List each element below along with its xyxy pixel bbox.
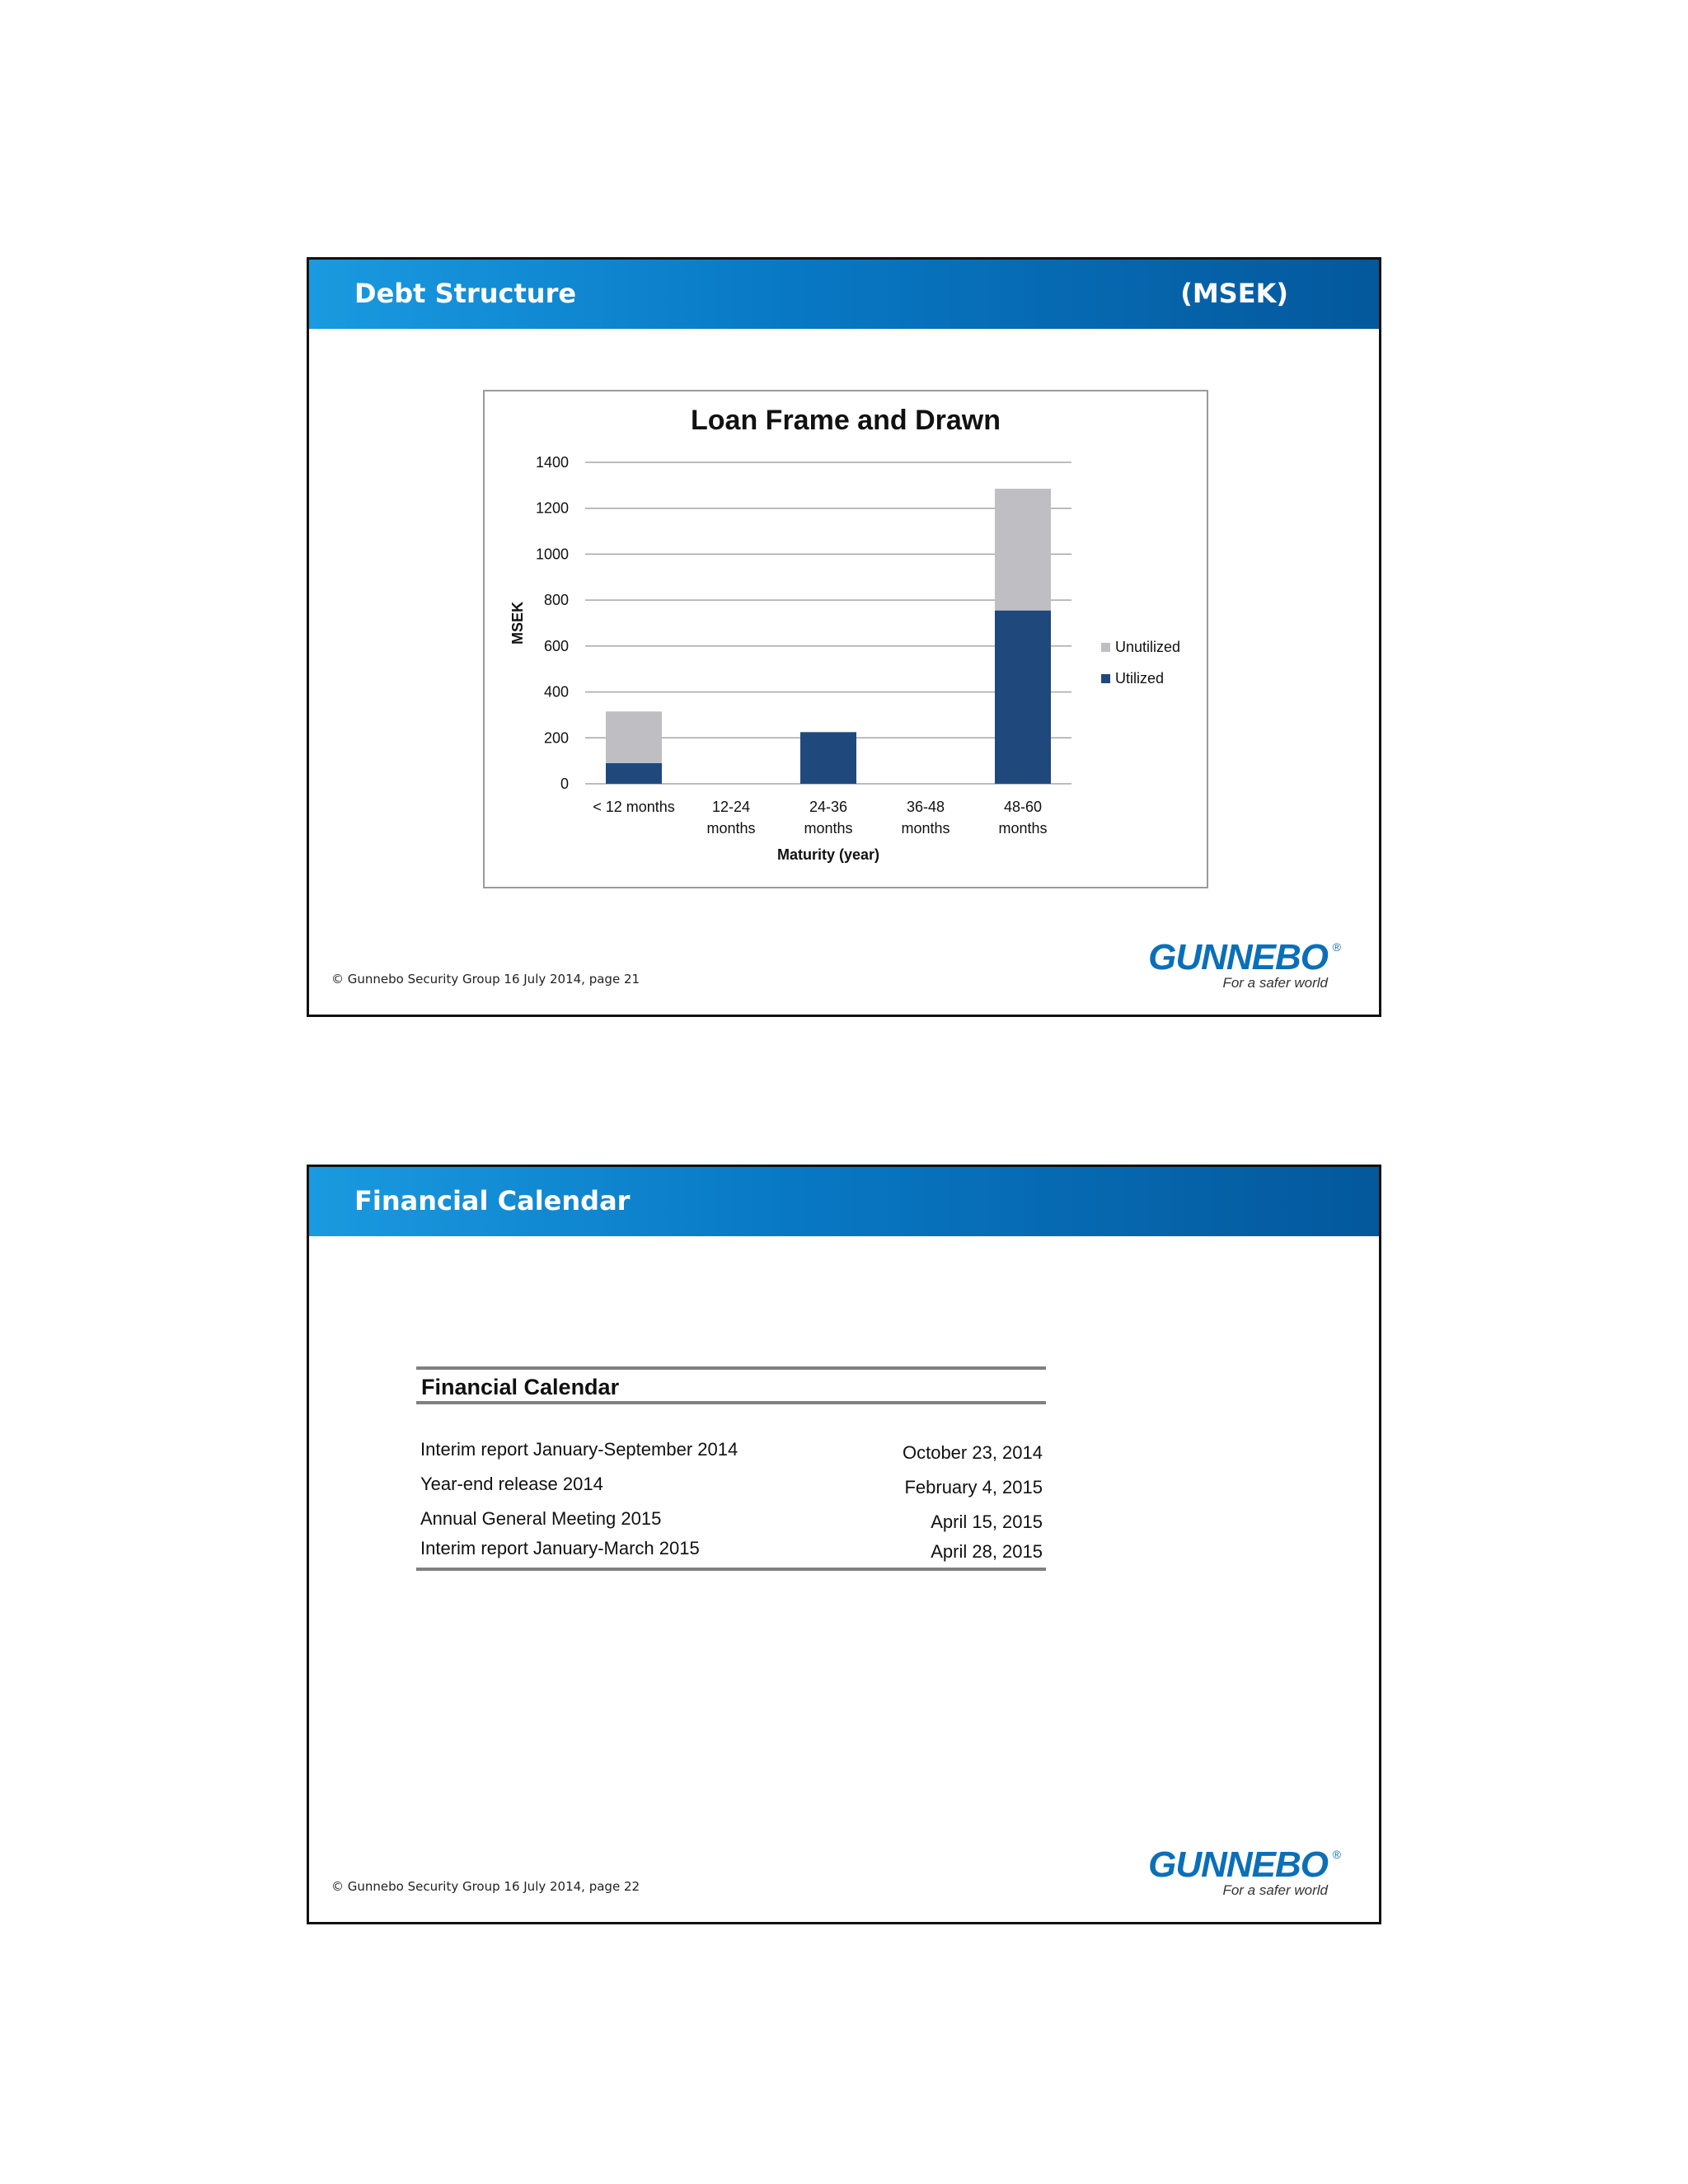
legend-label: Utilized (1115, 670, 1165, 687)
bar-unutilized (995, 489, 1051, 611)
bar-utilized (800, 732, 856, 784)
x-tick-label: 24-36 (809, 799, 848, 815)
logo-tagline: For a safer world (1222, 975, 1328, 991)
table-row (416, 1439, 1046, 1472)
event-name: Interim report January-March 2015 (420, 1538, 700, 1558)
y-tick-label: 600 (543, 637, 569, 654)
table-row (416, 1474, 1046, 1507)
legend-swatch (1101, 674, 1110, 683)
slide-footer: © Gunnebo Security Group 16 July 2014, page 21 (331, 972, 640, 987)
logo-registered-mark: ® (1332, 940, 1341, 954)
logo-tagline: For a safer world (1222, 1882, 1328, 1898)
legend-label: Unutilized (1115, 639, 1181, 655)
x-tick-label: < 12 months (593, 799, 675, 815)
chart-frame (483, 390, 1208, 888)
y-tick-label: 400 (543, 683, 569, 701)
bar-utilized (606, 763, 662, 784)
slide-footer: © Gunnebo Security Group 16 July 2014, page 22 (331, 1879, 640, 1894)
x-tick-label: 12-24 (711, 799, 751, 815)
bar-unutilized (606, 711, 662, 763)
x-tick-label: 48-60 (1003, 799, 1043, 815)
legend-swatch (1101, 643, 1110, 652)
event-date: February 4, 2015 (904, 1477, 1043, 1497)
x-tick-label: months (706, 820, 756, 837)
table-heading: Financial Calendar (421, 1375, 620, 1399)
chart-title: Loan Frame and Drawn (691, 405, 1001, 436)
bar-utilized (995, 611, 1051, 784)
table-header-rule (416, 1401, 1046, 1404)
loan-frame-chart (485, 391, 1207, 887)
slide-title: Financial Calendar (354, 1185, 631, 1216)
table-top-rule (416, 1366, 1046, 1370)
x-axis-label: Maturity (year) (776, 846, 880, 863)
gunnebo-logo (1148, 937, 1353, 993)
event-date: October 23, 2014 (902, 1442, 1043, 1463)
slide-debt-structure (307, 257, 1381, 1017)
table-row (416, 1538, 1046, 1571)
event-name: Annual General Meeting 2015 (420, 1508, 662, 1529)
logo-wordmark: GUNNEBO (1148, 937, 1328, 977)
logo-wordmark: GUNNEBO (1148, 1844, 1328, 1885)
y-axis-label: MSEK (509, 601, 526, 645)
slide-title: Debt Structure (354, 278, 577, 309)
event-date: April 28, 2015 (931, 1541, 1043, 1562)
logo-registered-mark: ® (1332, 1848, 1341, 1861)
x-tick-label: months (901, 820, 950, 837)
event-name: Year-end release 2014 (420, 1474, 603, 1494)
y-tick-label: 1200 (535, 499, 569, 517)
y-tick-label: 1400 (535, 454, 569, 471)
table-bottom-rule (416, 1568, 1046, 1571)
x-tick-label: months (998, 820, 1048, 837)
slide-header (309, 260, 1379, 329)
gunnebo-logo (1148, 1844, 1353, 1900)
y-tick-label: 0 (560, 776, 569, 792)
event-name: Interim report January-September 2014 (420, 1439, 738, 1460)
slide-financial-calendar (307, 1165, 1381, 1924)
y-tick-label: 800 (543, 592, 569, 609)
x-tick-label: months (804, 820, 853, 837)
event-date: April 15, 2015 (931, 1511, 1043, 1532)
y-tick-label: 200 (543, 729, 569, 747)
table-row (416, 1508, 1046, 1541)
slide-header (309, 1167, 1379, 1236)
x-tick-label: 36-48 (906, 799, 945, 815)
y-tick-label: 1000 (535, 546, 569, 563)
slide-unit-label: (MSEK) (1180, 278, 1288, 309)
